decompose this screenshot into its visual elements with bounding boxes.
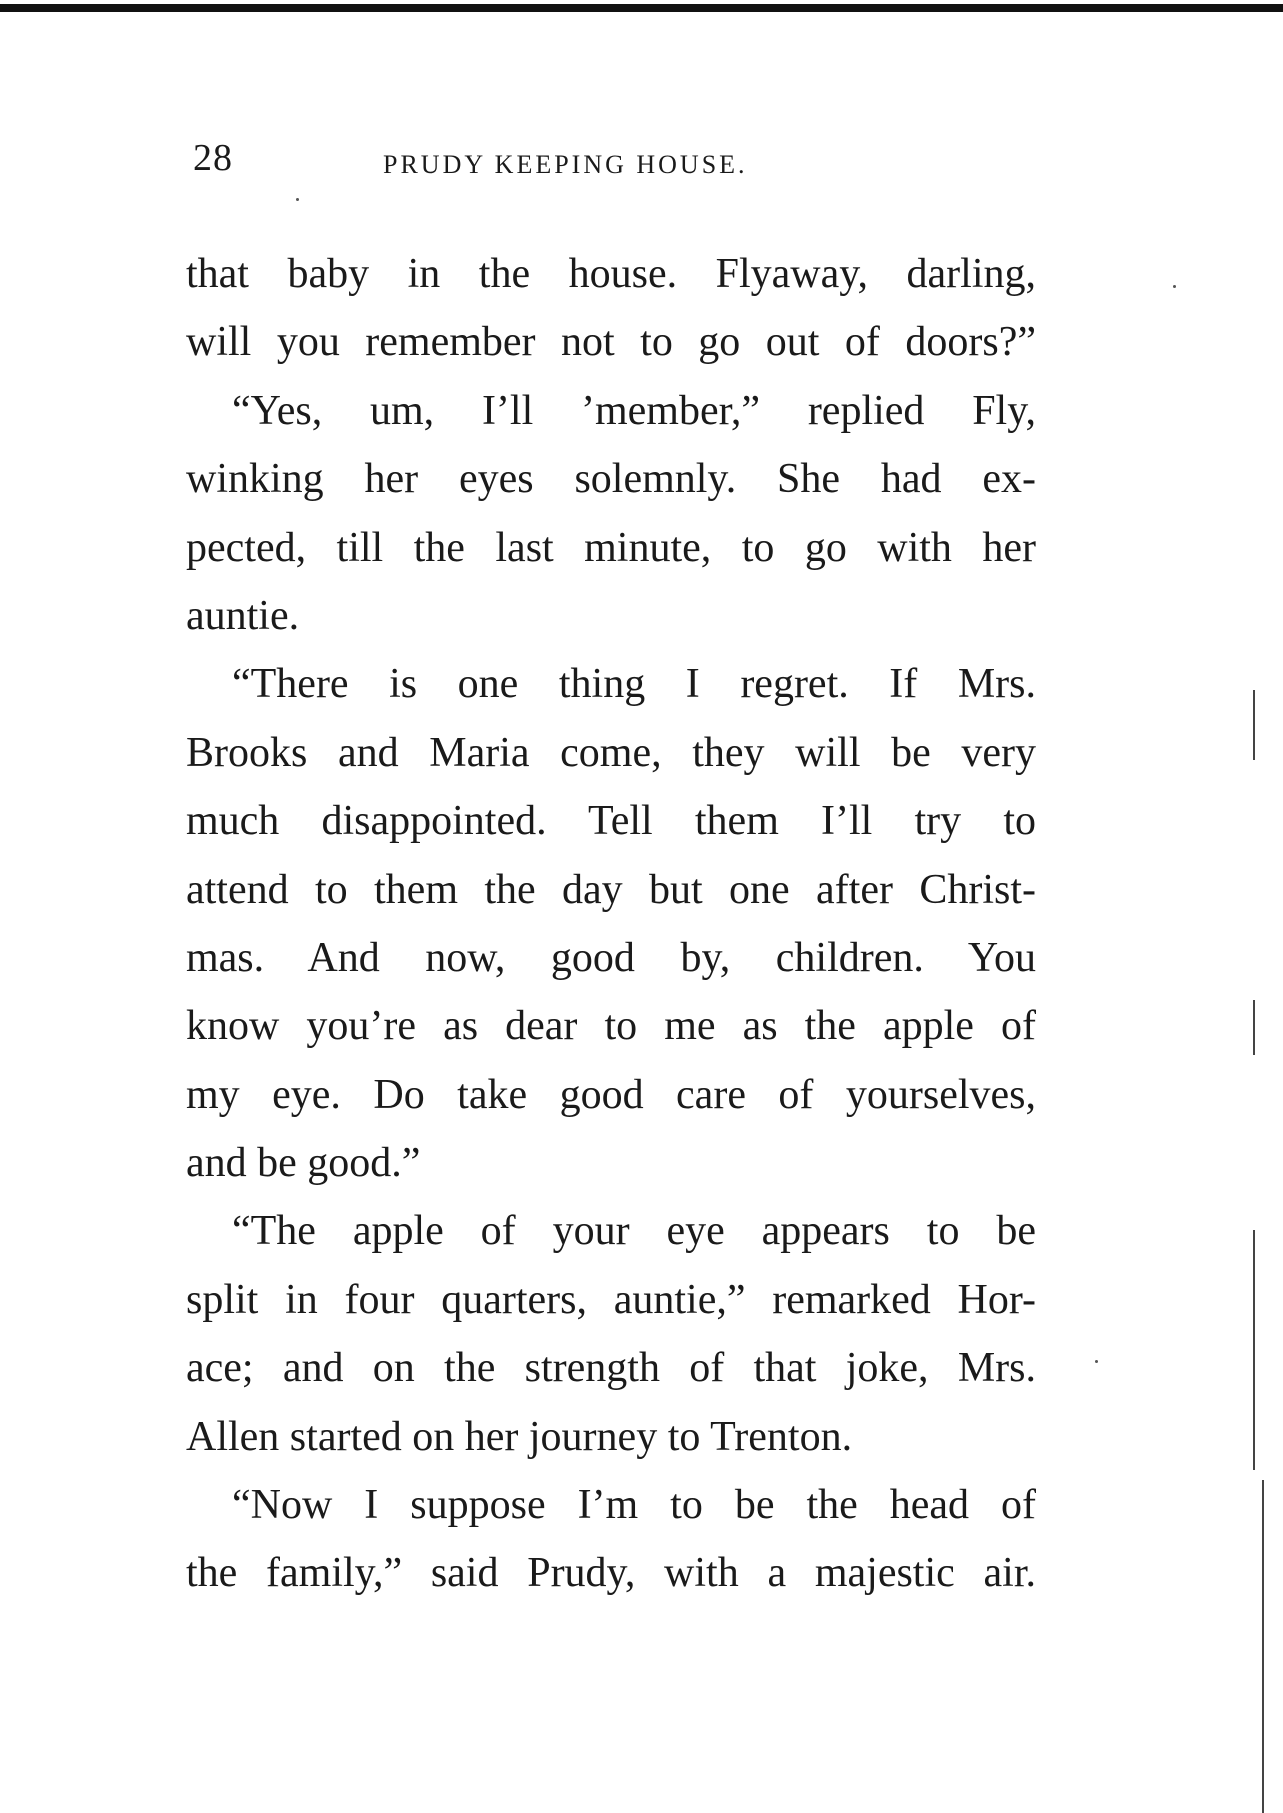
body-text xyxy=(186,240,1036,1608)
text-line: split in four quarters, auntie,” remarked Hor- xyxy=(186,1276,1036,1323)
text-line: auntie. xyxy=(186,592,300,639)
speck xyxy=(1173,285,1176,288)
text-line: ace; and on the strength of that joke, Mrs. xyxy=(186,1345,1036,1392)
text-line: and be good.” xyxy=(186,1140,421,1187)
margin-mark xyxy=(1253,690,1255,760)
text-line: Allen started on her journey to Trenton. xyxy=(186,1413,853,1460)
top-rule xyxy=(0,4,1283,12)
running-head: PRUDY KEEPING HOUSE. xyxy=(383,150,748,179)
text-line: pected, till the last minute, to go with her xyxy=(186,524,1036,571)
text-line: Brooks and Maria come, they will be very xyxy=(186,729,1036,776)
text-line: winking her eyes solemnly. She had ex- xyxy=(186,456,1036,503)
text-line: “Now I suppose I’m to be the head of xyxy=(232,1482,1036,1529)
text-line: will you remember not to go out of doors?” xyxy=(186,319,1036,366)
text-line: much disappointed. Tell them I’ll try to xyxy=(186,798,1036,845)
page-number: 28 xyxy=(193,137,233,179)
margin-mark xyxy=(1253,1000,1255,1055)
text-line: the family,” said Prudy, with a majestic air. xyxy=(186,1550,1036,1597)
speck xyxy=(296,198,299,201)
text-line: “There is one thing I regret. If Mrs. xyxy=(232,661,1036,708)
text-line: mas. And now, good by, children. You xyxy=(186,934,1036,981)
text-line: know you’re as dear to me as the apple of xyxy=(186,1003,1036,1050)
page-header xyxy=(182,128,1037,188)
margin-mark xyxy=(1262,1480,1264,1813)
text-line: “Yes, um, I’ll ’member,” replied Fly, xyxy=(232,387,1036,434)
text-line: my eye. Do take good care of yourselves, xyxy=(186,1071,1036,1118)
text-line: that baby in the house. Flyaway, darling, xyxy=(186,251,1036,297)
speck xyxy=(1095,1360,1098,1363)
text-line: “The apple of your eye appears to be xyxy=(232,1208,1036,1255)
text-line: attend to them the day but one after Christ- xyxy=(186,866,1036,913)
margin-mark xyxy=(1253,1230,1255,1470)
